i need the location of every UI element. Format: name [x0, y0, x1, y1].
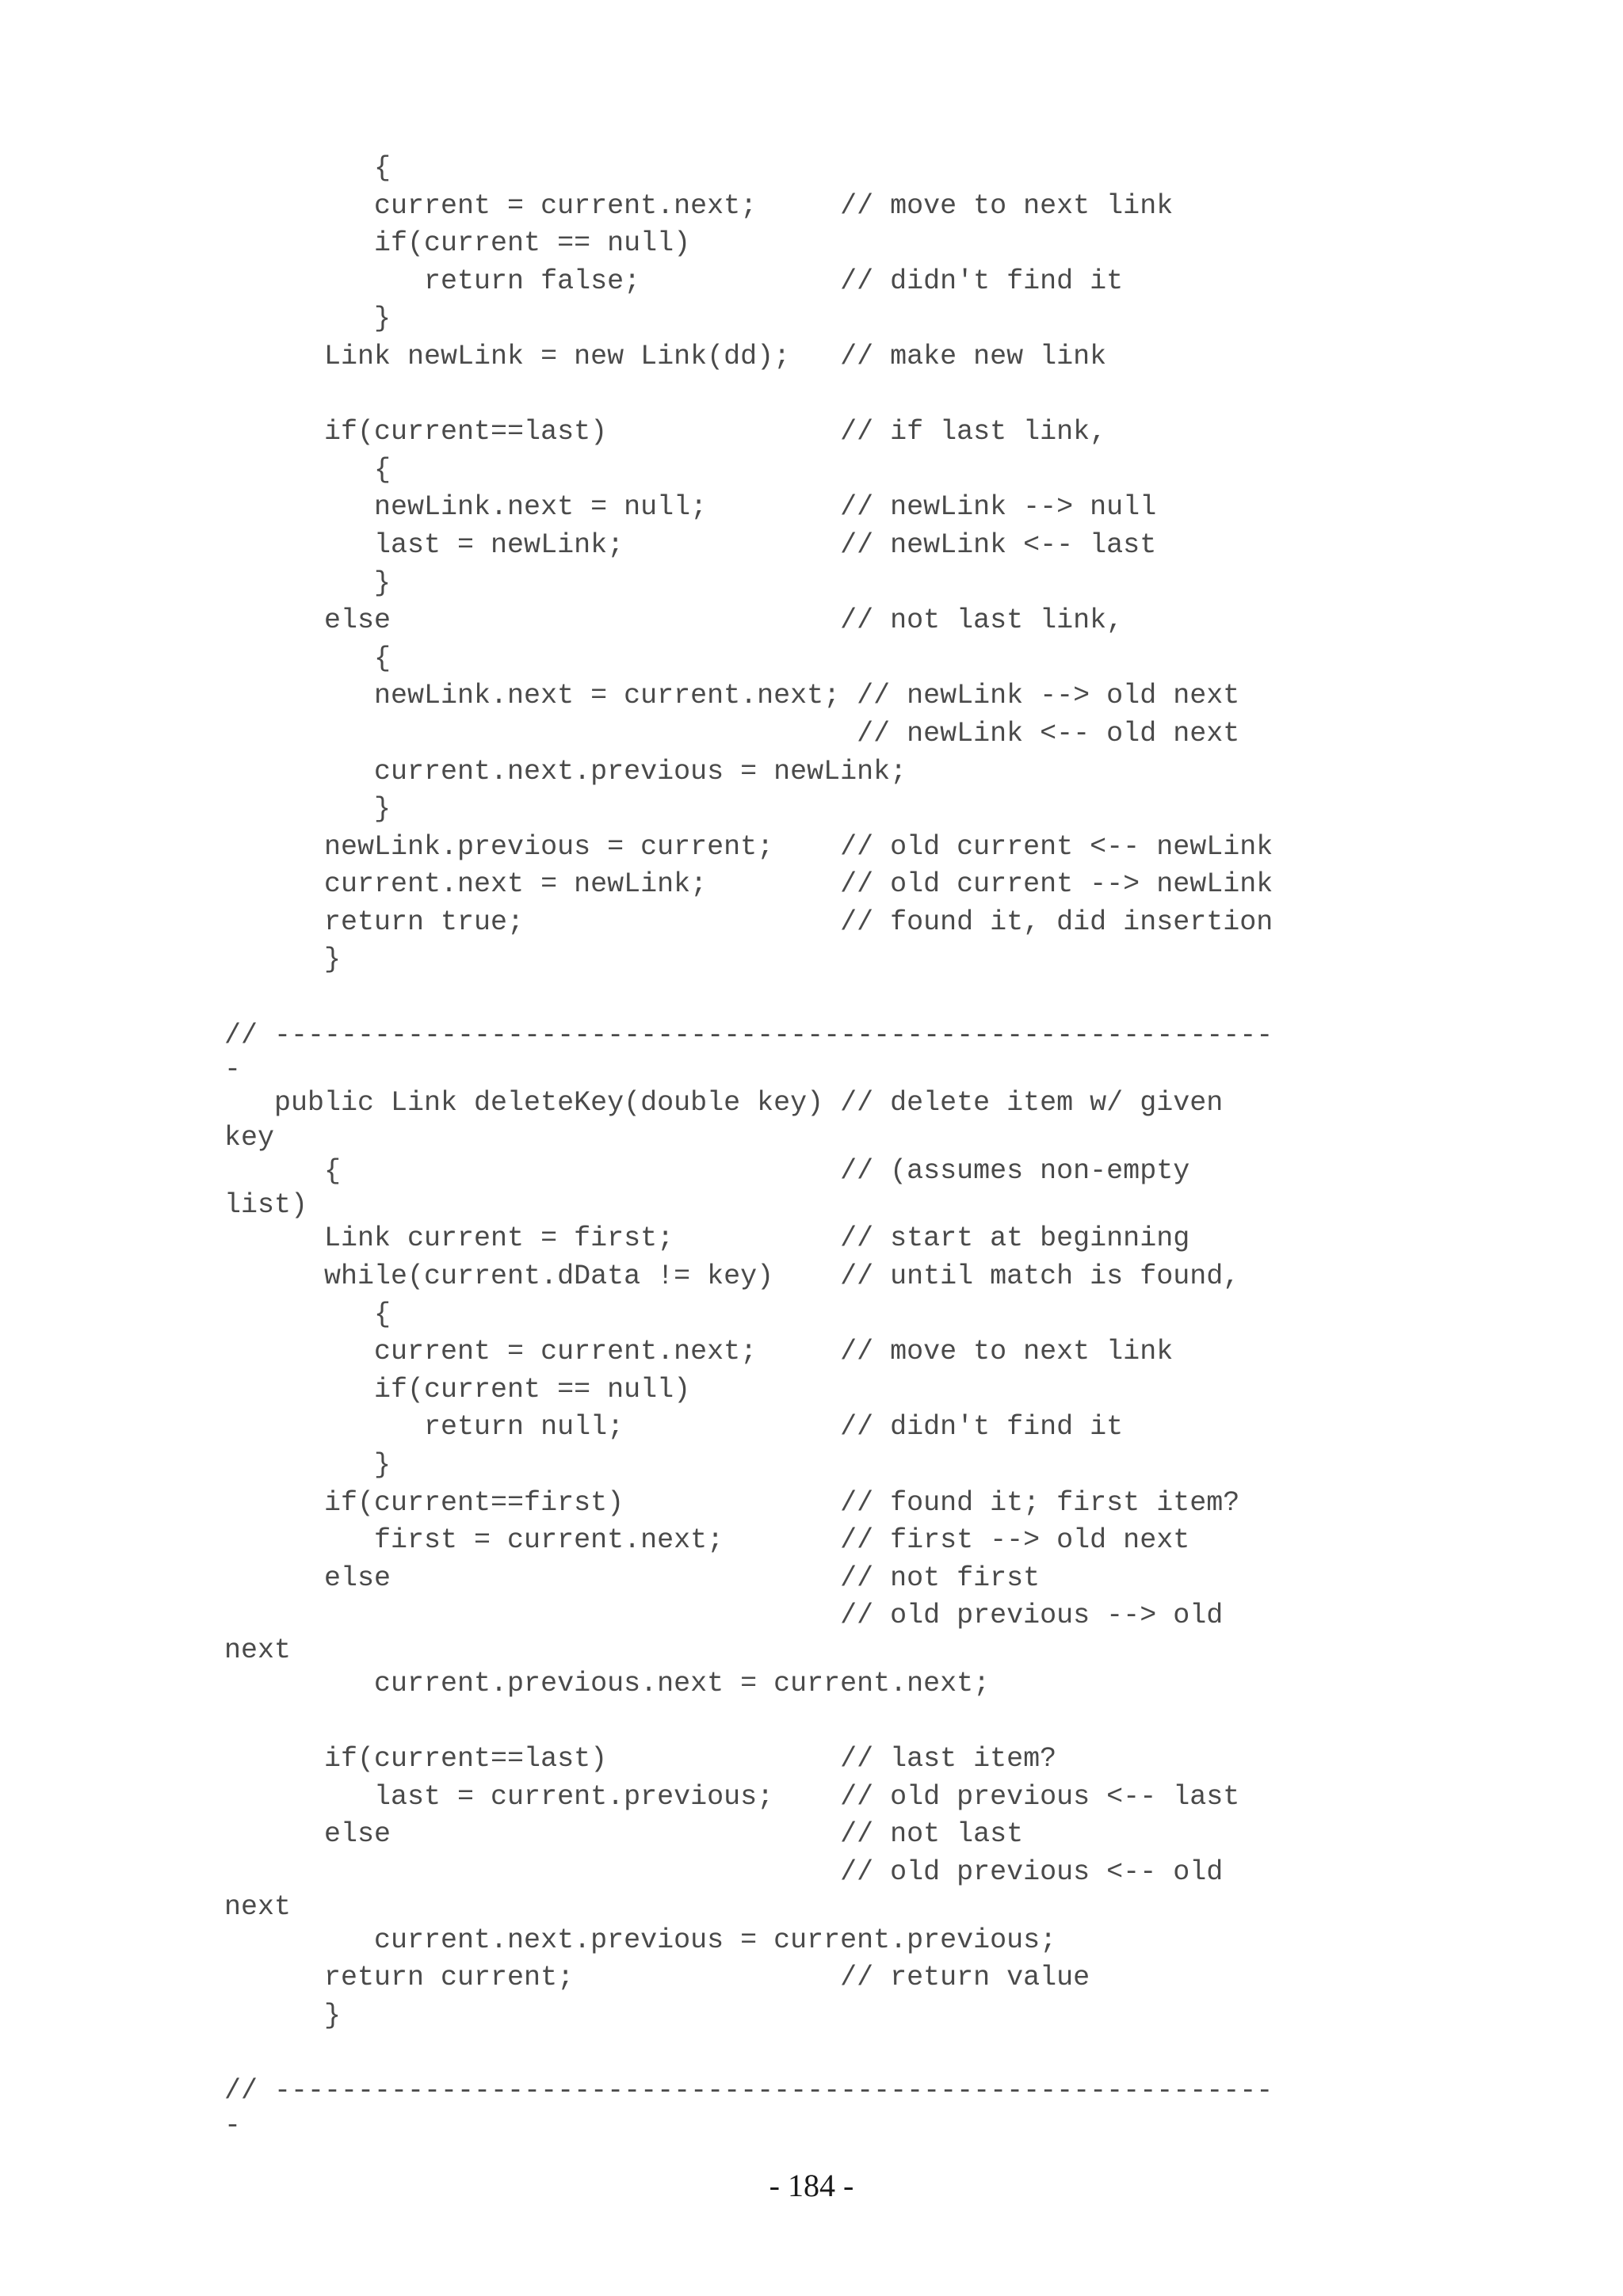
code-line: // old previous <-- old	[224, 1855, 1224, 1888]
code-line: current.next.previous = current.previous;	[224, 1924, 1057, 1956]
code-line: // ------------------------------------------------------------	[224, 1019, 1274, 1051]
code-line: newLink.next = current.next; // newLink --> old next	[224, 680, 1240, 712]
code-line: {	[224, 152, 391, 184]
code-line: }	[224, 793, 391, 826]
code-line: {	[224, 1298, 391, 1330]
code-line: current.next.previous = newLink;	[224, 755, 907, 788]
code-line: if(current == null)	[224, 227, 691, 260]
code-line: if(current==last) // if last link,	[224, 416, 1107, 448]
code-line: // old previous --> old	[224, 1600, 1224, 1632]
code-line: // ------------------------------------------------------------	[224, 2074, 1274, 2107]
code-line: else // not last	[224, 1818, 1024, 1851]
code-line: newLink.previous = current; // old current <-- newLink	[224, 830, 1274, 863]
code-listing	[224, 150, 1273, 2141]
code-line: key	[224, 1121, 275, 1154]
code-line: current = current.next; // move to next link	[224, 189, 1174, 222]
code-line	[224, 376, 1273, 414]
code-line: }	[224, 566, 391, 599]
code-line: newLink.next = null; // newLink --> null	[224, 491, 1157, 524]
code-line: public Link deleteKey(double key) // delete item w/ given	[224, 1087, 1224, 1119]
code-line: if(current == null)	[224, 1373, 691, 1405]
code-line: Link current = first; // start at beginning	[224, 1222, 1190, 1255]
code-line: return true; // found it, did insertion	[224, 906, 1274, 938]
code-line: current.previous.next = current.next;	[224, 1667, 991, 1699]
code-line: while(current.dData != key) // until match is found,	[224, 1261, 1240, 1293]
code-line: last = current.previous; // old previous <-- last	[224, 1780, 1240, 1813]
code-line: {	[224, 642, 391, 674]
code-line	[224, 1703, 1273, 1741]
code-line: if(current==last) // last item?	[224, 1743, 1057, 1775]
code-line: return current; // return value	[224, 1962, 1090, 1994]
code-line	[224, 2035, 1273, 2073]
code-line: list)	[224, 1189, 308, 1222]
code-line: }	[224, 303, 391, 335]
code-line: Link newLink = new Link(dd); // make new link	[224, 340, 1107, 372]
code-line: -	[224, 1054, 242, 1086]
code-line: current.next = newLink; // old current --> newLink	[224, 868, 1274, 901]
code-line: }	[224, 944, 342, 976]
code-line: last = newLink; // newLink <-- last	[224, 528, 1157, 561]
code-line: else // not first	[224, 1562, 1041, 1594]
code-line: -	[224, 2109, 242, 2142]
code-line: }	[224, 1449, 391, 1481]
code-line	[224, 979, 1273, 1017]
code-line: next	[224, 1634, 292, 1666]
code-line: {	[224, 453, 391, 486]
code-line: current = current.next; // move to next link	[224, 1336, 1174, 1368]
code-line: next	[224, 1890, 292, 1923]
code-line: return false; // didn't find it	[224, 265, 1124, 297]
code-line: if(current==first) // found it; first item?	[224, 1486, 1240, 1519]
code-line: // newLink <-- old next	[224, 717, 1240, 749]
code-line: { // (assumes non-empty	[224, 1154, 1190, 1187]
code-line: }	[224, 1999, 342, 2031]
page-number: - 184 -	[769, 2168, 854, 2203]
code-line: else // not last link,	[224, 605, 1124, 637]
code-line: return null; // didn't find it	[224, 1411, 1124, 1444]
code-line: first = current.next; // first --> old next	[224, 1524, 1190, 1557]
